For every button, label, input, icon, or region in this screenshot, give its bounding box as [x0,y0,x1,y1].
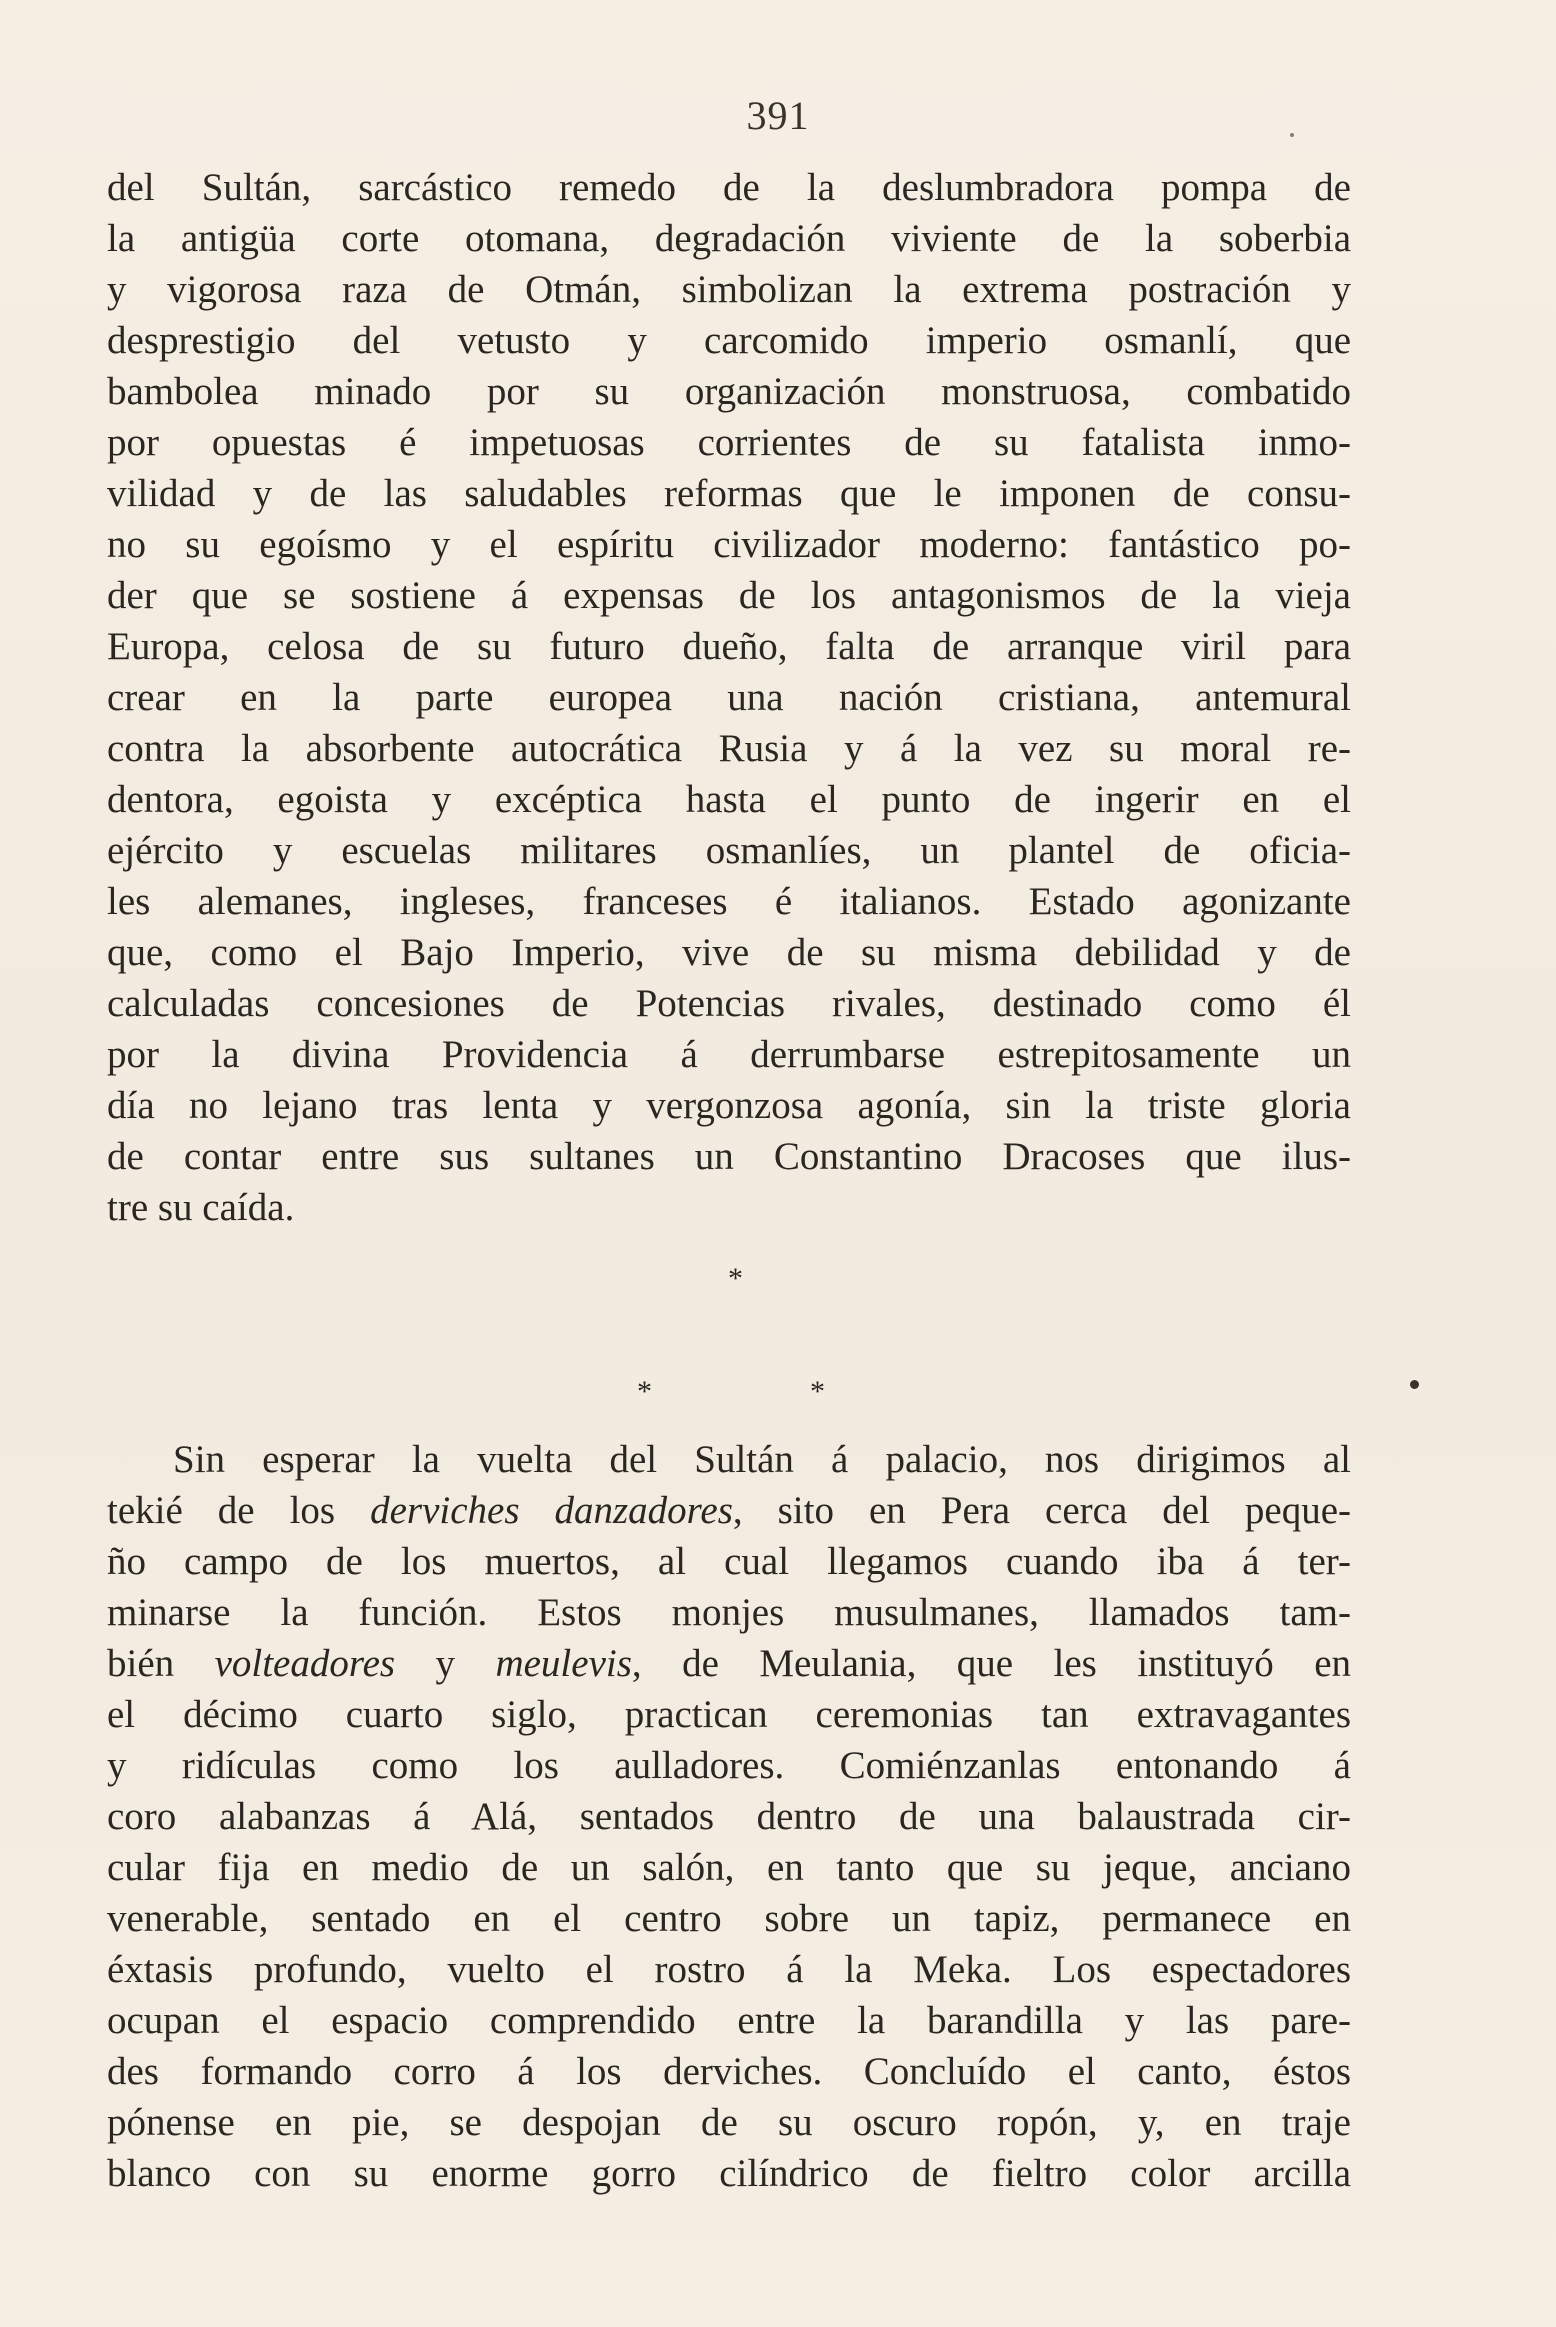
text-line: no su egoísmo y el espíritu civilizador moderno: fantástico po- [107,523,1351,566]
asterism-bottom-right: * [810,1375,825,1408]
text-line: des formando corro á los derviches. Concluído el canto, éstos [107,2050,1351,2093]
text-line: desprestigio del vetusto y carcomido imperio osmanlí, que [107,319,1351,362]
text-line: der que se sostiene á expensas de los antagonismos de la vieja [107,574,1351,617]
text-line: Europa, celosa de su futuro dueño, falta de arranque viril para [107,625,1351,668]
text-line: vilidad y de las saludables reformas que le imponen de consu- [107,472,1351,515]
text-line: les alemanes, ingleses, franceses é italianos. Estado agonizante [107,880,1351,923]
ink-speck [1410,1380,1419,1389]
italic-term: volteadores [214,1642,396,1685]
text-run: y [395,1642,496,1685]
text-line: pónense en pie, se despojan de su oscuro ropón, y, en traje [107,2101,1351,2144]
text-line: tre su caída. [107,1186,295,1229]
ink-speck [1290,133,1294,137]
text-line: éxtasis profundo, vuelto el rostro á la Meka. Los espectadores [107,1948,1351,1991]
page-number: 391 [746,93,810,138]
text-line: minarse la función. Estos monjes musulmanes, llamados tam- [107,1591,1351,1634]
italic-term: meulevis [495,1642,632,1685]
text-line: la antigüa corte otomana, degradación viviente de la soberbia [107,217,1351,260]
asterism-top: * [728,1262,743,1295]
text-line: calculadas concesiones de Potencias rivales, destinado como él [107,982,1351,1025]
text-line: bambolea minado por su organización monstruosa, combatido [107,370,1351,413]
text-line: de contar entre sus sultanes un Constantino Dracoses que ilus- [107,1135,1351,1178]
text-run: , sito en Pera cerca del peque- [732,1489,1351,1532]
text-line: blanco con su enorme gorro cilíndrico de fieltro color arcilla [107,2152,1351,2195]
asterism-bottom-left: * [637,1375,652,1408]
paragraph-1 [107,162,1351,1233]
text-line: y vigorosa raza de Otmán, simbolizan la extrema postración y [107,268,1351,311]
text-line: ño campo de los muertos, al cual llegamos cuando iba á ter- [107,1540,1351,1583]
text-line: del Sultán, sarcástico remedo de la deslumbradora pompa de [107,166,1351,209]
text-run: , de Meulania, que les instituyó en [631,1642,1351,1685]
text-run: bién [107,1642,215,1685]
text-line: por opuestas é impetuosas corrientes de su fatalista inmo- [107,421,1351,464]
text-line: crear en la parte europea una nación cristiana, antemural [107,676,1351,719]
text-line: contra la absorbente autocrática Rusia y á la vez su moral re- [107,727,1351,770]
italic-term: derviches danzadores [370,1489,733,1532]
text-run: tekié de los [107,1489,371,1532]
text-line: día no lejano tras lenta y vergonzosa agonía, sin la triste gloria [107,1084,1351,1127]
text-line: Sin esperar la vuelta del Sultán á palacio, nos dirigimos al [173,1438,1351,1481]
text-line: venerable, sentado en el centro sobre un tapiz, permanece en [107,1897,1351,1940]
text-line: el décimo cuarto siglo, practican ceremonias tan extravagantes [107,1693,1351,1736]
text-line: que, como el Bajo Imperio, vive de su misma debilidad y de [107,931,1351,974]
text-line: ejército y escuelas militares osmanlíes, un plantel de oficia- [107,829,1351,872]
text-line: dentora, egoista y excéptica hasta el punto de ingerir en el [107,778,1351,821]
text-line: por la divina Providencia á derrumbarse estrepitosamente un [107,1033,1351,1076]
text-line: ocupan el espacio comprendido entre la barandilla y las pare- [107,1999,1351,2042]
text-line [107,1485,1351,1536]
text-line: coro alabanzas á Alá, sentados dentro de una balaustrada cir- [107,1795,1351,1838]
text-line [107,1638,1351,1689]
paragraph-2 [107,1434,1351,2199]
text-line: cular fija en medio de un salón, en tanto que su jeque, anciano [107,1846,1351,1889]
text-line: y ridículas como los aulladores. Comiénzanlas entonando á [107,1744,1351,1787]
